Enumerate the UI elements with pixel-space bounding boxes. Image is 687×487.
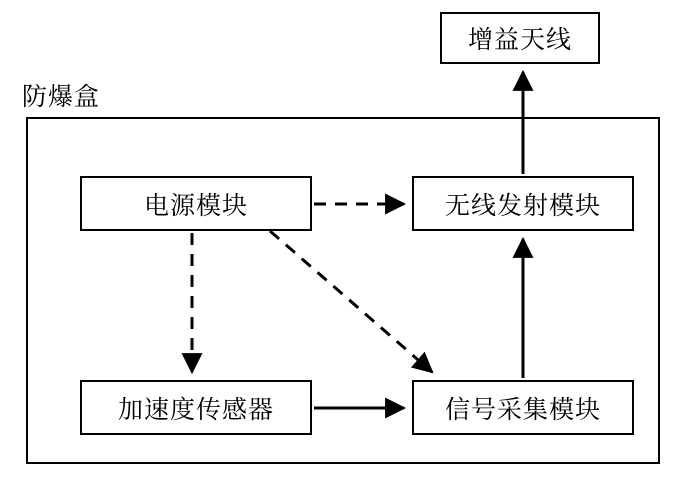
node-wireless-transmit-module[interactable]: 无线发射模块 xyxy=(412,176,634,231)
node-power-module[interactable]: 电源模块 xyxy=(80,176,312,231)
node-gain-antenna[interactable]: 增益天线 xyxy=(440,12,600,64)
node-acceleration-sensor[interactable]: 加速度传感器 xyxy=(80,380,312,435)
node-signal-acquisition-module[interactable]: 信号采集模块 xyxy=(412,380,634,435)
enclosure-label: 防爆盒 xyxy=(22,84,101,111)
